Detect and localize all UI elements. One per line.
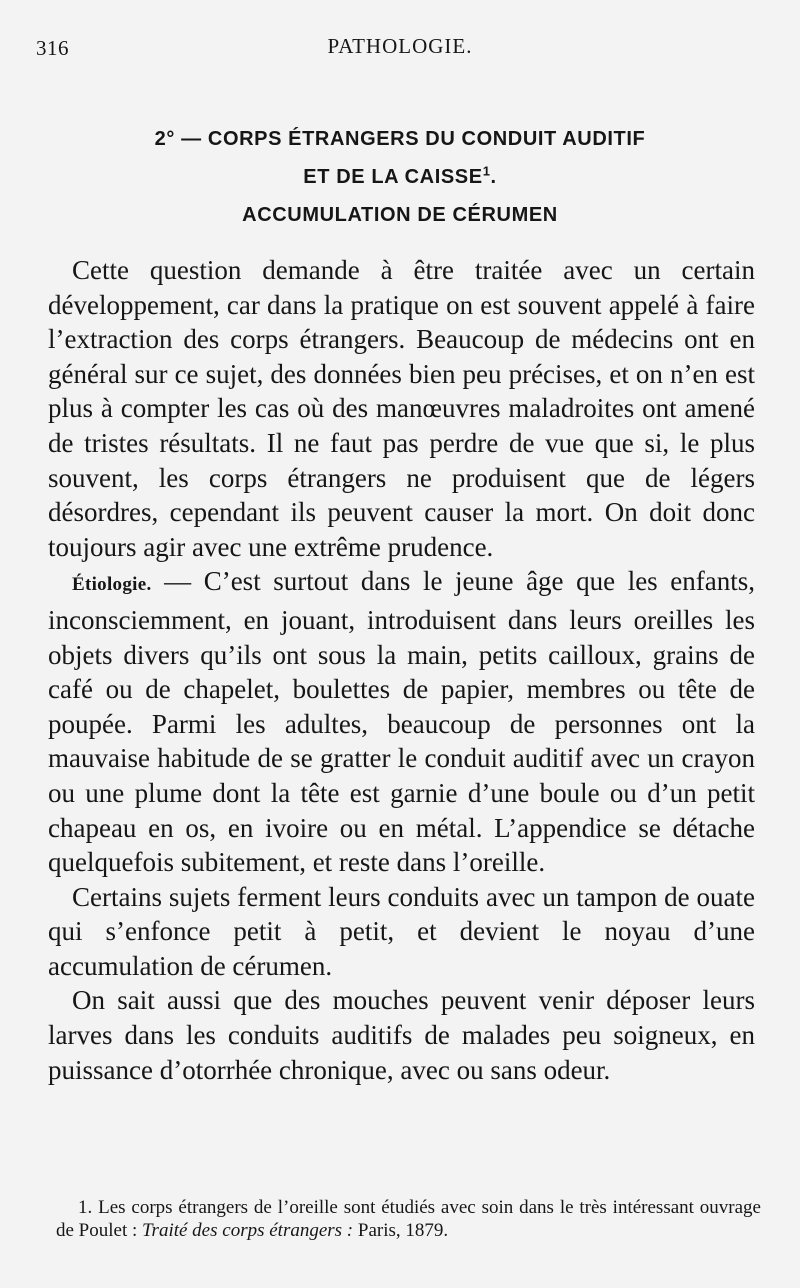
heading-line-3 — [60, 196, 740, 234]
paragraph-etiologie — [48, 564, 755, 879]
body-text — [48, 253, 755, 1087]
heading-line-2-end: . — [490, 166, 497, 188]
running-title: PATHOLOGIE. — [327, 34, 473, 58]
footnote-book-title: Traité des corps étrangers : — [142, 1220, 354, 1241]
footnote-marker: 1. — [78, 1197, 93, 1218]
paragraph-fly-larvae: On sait aussi que des mouches peuvent venir déposer leurs larves dans les conduits auditifs de malades peu soigneux, en puissance d’otorrhée chronique, avec ou sans odeur. — [48, 985, 755, 1085]
paragraph-etiologie-text: — C’est surtout dans le jeune âge que les enfants, inconsciemment, en jouant, introduisent dans leurs oreilles les objets divers qu’ils ont sous la main, petits cailloux, grains de café ou de chapelet, boulettes de papier, membres ou tête de poupée. Parmi les adultes, beaucoup de personnes ont la mauvaise habitude de se gratter le conduit auditif avec un crayon ou une plume dont la tête est garnie d’une boule ou d’un petit chapeau en os, en ivoire ou en métal. L’appendice se détache quelquefois subitement, et reste dans l’oreille. — [48, 566, 755, 878]
running-head — [36, 34, 764, 64]
footnote — [56, 1196, 761, 1242]
heading-line-1-text: — CORPS ÉTRANGERS DU CONDUIT AUDITIF — [174, 128, 646, 150]
footnote-text-before: Les corps étrangers de l’oreille sont étudiés avec soin dans le très intéressant ouvrage de Poulet : — [56, 1197, 761, 1241]
footnote-text-after: Paris, 1879. — [353, 1220, 449, 1241]
heading-line-3-text: ACCUMULATION DE CÉRUMEN — [242, 204, 558, 226]
paragraph-intro: Cette question demande à être traitée avec un certain développement, car dans la pratique on est souvent appelé à faire l’extraction des corps étrangers. Beaucoup de médecins ont en général sur ce sujet, des données bien peu précises, et on n’en est plus à compter les cas où des manœuvres maladroites ont amené de tristes résultats. Il ne faut pas perdre de vue que si, le plus souvent, les corps étrangers ne produisent que de légers désordres, cependant ils peuvent causer la mort. On doit donc toujours agir avec une extrême prudence. — [48, 255, 755, 562]
run-in-heading-etiologie: Étiologie. — [72, 574, 152, 596]
page-number: 316 — [36, 36, 69, 60]
heading-line-2 — [60, 158, 740, 196]
paragraph-cotton-plug: Certains sujets ferment leurs conduits avec un tampon de ouate qui s’enfonce petit à petit, et devient le noyau d’une accumulation de cérumen. — [48, 881, 755, 981]
section-heading — [60, 120, 740, 234]
section-number: 2° — [154, 128, 175, 150]
footnote-reference: 1 — [482, 163, 491, 179]
heading-line-1 — [60, 120, 740, 158]
heading-line-2-text: ET DE LA CAISSE — [303, 166, 483, 188]
